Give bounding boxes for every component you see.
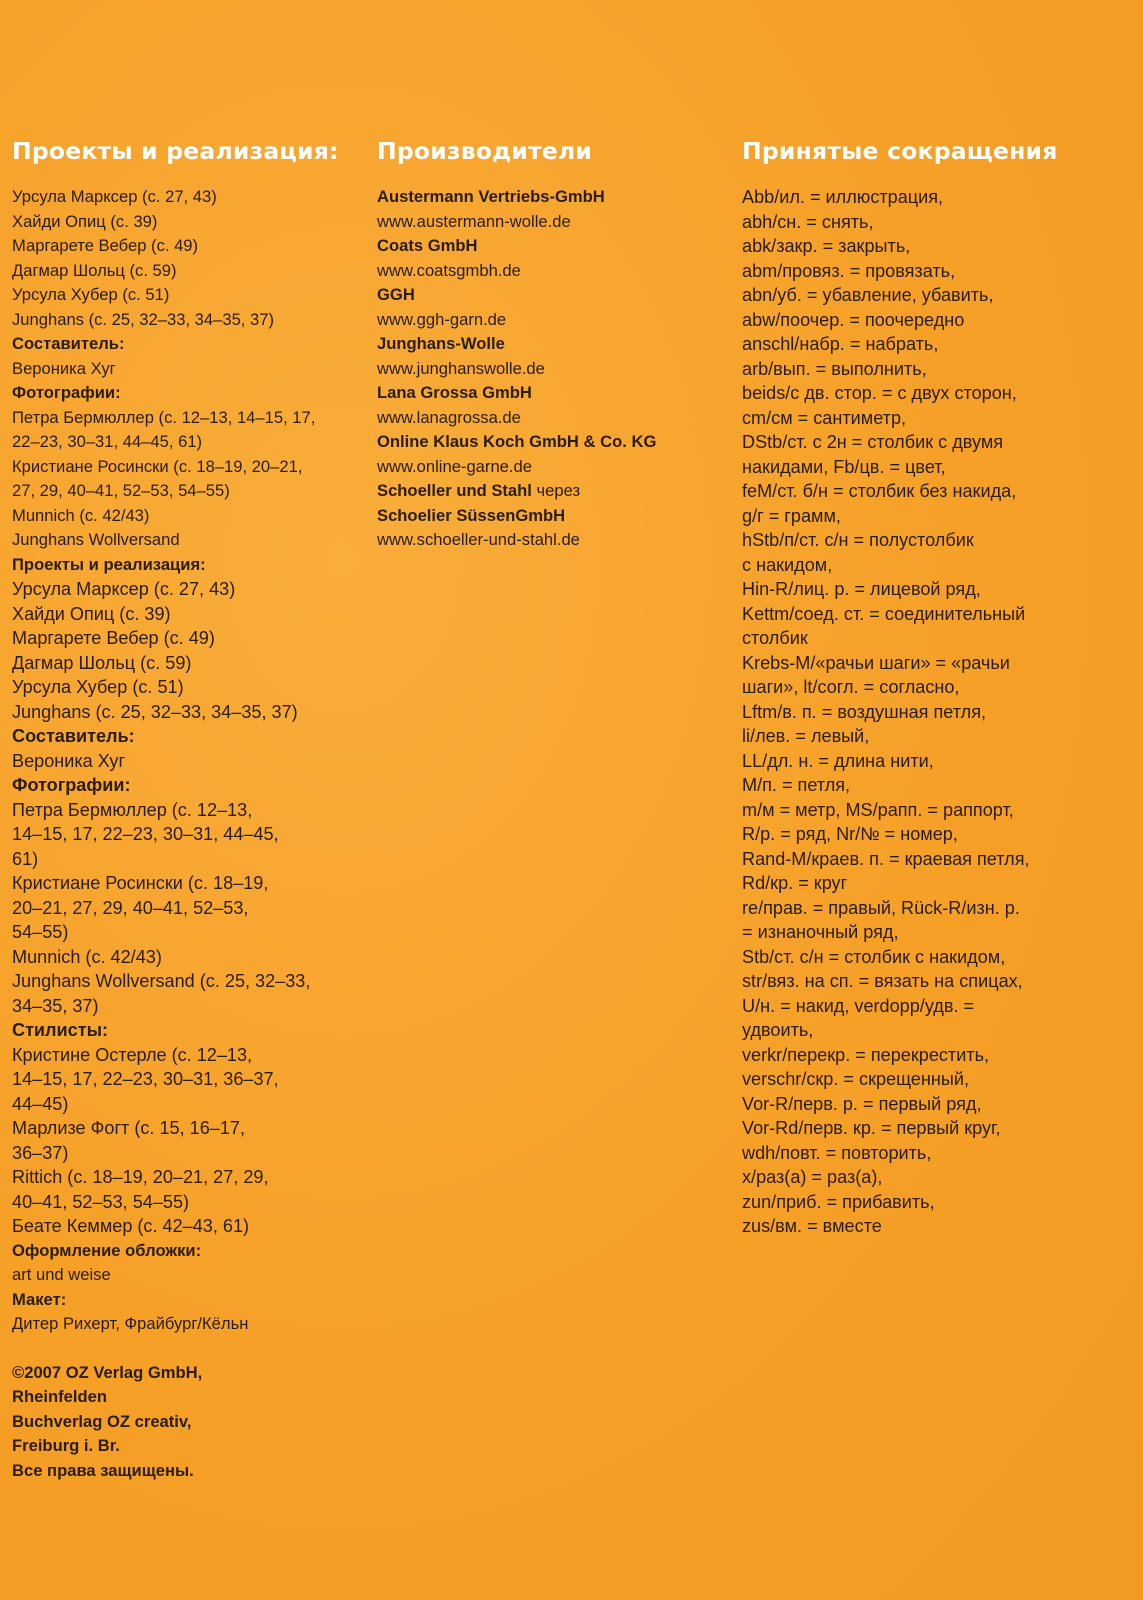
credit-line (12, 626, 362, 651)
credit-line-text: Макет: (12, 1289, 67, 1309)
credit-line (12, 504, 362, 529)
credit-line (12, 259, 362, 284)
credit-line (12, 455, 362, 480)
credit-line-text: Петра Бермюллер (с. 12–13, 14–15, 17, (12, 407, 316, 427)
abbreviation-line: DStb/ст. с 2н = столбик с двумя (742, 432, 1004, 452)
credit-line-text: Junghans Wollversand (12, 530, 180, 549)
credit-line (12, 724, 362, 749)
credit-line-text: 22–23, 30–31, 44–45, 61) (12, 432, 203, 451)
projects-group-3 (12, 1239, 362, 1337)
abbreviation-line: Vor-R/перв. р. = первый ряд, (742, 1093, 982, 1114)
credit-line-text: Урсула Марксер (с. 27, 43) (12, 187, 217, 206)
abbreviations-heading: Принятые сокращения (742, 137, 1058, 165)
abbreviation-line: abk/закр. = закрыть, (742, 236, 911, 256)
abbreviation-line: LL/дл. н. = длина нити, (742, 750, 934, 771)
credit-line (12, 234, 362, 259)
credit-line-text: 44–45) (12, 1093, 69, 1114)
copyright-line: Все права защищены. (12, 1460, 194, 1480)
abbreviation-line: anschl/набр. = набрать, (742, 334, 939, 354)
credit-line (12, 871, 362, 896)
credit-line (12, 1263, 362, 1288)
abbreviation-line: arb/вып. = выполнить, (742, 358, 927, 379)
producer-line (377, 504, 727, 529)
producer-line-text: www.schoeller-und-stahl.de (377, 530, 580, 549)
credit-line (12, 1288, 362, 1313)
credit-line (12, 283, 362, 308)
projects-heading: Проекты и реализация: (12, 137, 339, 165)
abbreviation-line: столбик (742, 628, 808, 648)
producer-line (377, 234, 727, 259)
abbreviation-line: abw/поочер. = поочередно (742, 309, 965, 330)
producer-line-text: Austermann Vertriebs-GmbH (377, 187, 605, 206)
abbreviation-line: str/вяз. на сп. = вязать на спицах, (742, 971, 1023, 991)
producer-line-suffix: через (531, 481, 581, 500)
abbreviation-line: verkr/перекр. = перекрестить, (742, 1044, 990, 1065)
credit-line (12, 1018, 362, 1043)
credit-line-text: Munnich (с. 42/43) (12, 946, 162, 967)
abbreviation-line: beids/с дв. стор. = с двух сторон, (742, 383, 1017, 403)
credit-line (12, 528, 362, 553)
credit-line-text: Урсула Хубер (с. 51) (12, 677, 184, 697)
credit-line-text: Оформление обложки: (12, 1240, 202, 1260)
abbreviation-line: abn/уб. = убавление, убавить, (742, 285, 994, 305)
credit-line (12, 406, 362, 431)
credit-line-text: 40–41, 52–53, 54–55) (12, 1191, 190, 1212)
producers-heading: Производители (377, 137, 593, 165)
credit-line-text: Фотографии: (12, 775, 131, 795)
credit-line-text: Беате Кеммер (с. 42–43, 61) (12, 1216, 250, 1236)
producer-line (377, 308, 727, 333)
credit-line (12, 381, 362, 406)
abbreviation-line: cm/см = сантиметр, (742, 407, 907, 428)
abbreviation-line: abm/провяз. = провязать, (742, 260, 956, 281)
abbreviation-line: zun/приб. = прибавить, (742, 1191, 935, 1212)
credit-line (12, 675, 362, 700)
credit-line-text: 20–21, 27, 29, 40–41, 52–53, (12, 897, 249, 918)
credit-line-text: Марлизе Фогт (с. 15, 16–17, (12, 1118, 246, 1138)
copyright-line: Buchverlag OZ creativ, (12, 1411, 192, 1431)
abbreviation-line: m/м = метр, MS/рапп. = раппорт, (742, 799, 1014, 820)
credit-line (12, 773, 362, 798)
credit-line-text: Кристине Остерле (с. 12–13, (12, 1044, 253, 1065)
credit-line-text: Кристиане Росински (с. 18–19, (12, 873, 269, 893)
credit-line-text: Фотографии: (12, 383, 121, 402)
credit-line-text: Маргарете Вебер (с. 49) (12, 236, 199, 255)
credit-line-text: Munnich (с. 42/43) (12, 505, 150, 525)
credit-line (12, 553, 362, 578)
credit-line (12, 1067, 362, 1092)
abbreviation-line: Kettm/соед. ст. = соединительный (742, 603, 1026, 624)
producer-line-text: GGH (377, 285, 415, 304)
producer-line (377, 185, 727, 210)
abbreviation-line: zus/вм. = вместе (742, 1216, 882, 1236)
producer-line (377, 455, 727, 480)
credit-line (12, 994, 362, 1019)
credit-line (12, 210, 362, 235)
credit-line (12, 896, 362, 921)
abbreviation-line: Rd/кр. = круг (742, 873, 848, 893)
abbreviation-line: накидами, Fb/цв. = цвет, (742, 456, 946, 477)
abbreviation-line: li/лев. = левый, (742, 726, 870, 746)
credit-line (12, 1043, 362, 1068)
credit-line-text: Маргарете Вебер (с. 49) (12, 628, 215, 648)
abbreviation-line: hStb/п/ст. с/н = полустолбик (742, 530, 974, 550)
credit-line-text: 36–37) (12, 1142, 69, 1163)
abbreviation-line: Krebs-M/«рачьи шаги» = «рачьи (742, 652, 1010, 673)
credit-line-text: Проекты и реализация: (12, 554, 206, 574)
abbreviation-line: wdh/повт. = повторить, (742, 1142, 932, 1163)
credit-line (12, 332, 362, 357)
credit-line-text: Вероника Хуг (12, 358, 116, 378)
credit-line (12, 602, 362, 627)
credit-line (12, 185, 362, 210)
credit-line (12, 1239, 362, 1264)
producer-line-text: www.ggh-garn.de (377, 309, 507, 329)
abbreviation-line: g/г = грамм, (742, 505, 841, 526)
credit-line-text: 14–15, 17, 22–23, 30–31, 36–37, (12, 1069, 279, 1089)
credit-line (12, 1165, 362, 1190)
producer-line-text: Schoeller und Stahl (377, 481, 532, 500)
producer-line-text: www.austermann-wolle.de (377, 211, 571, 231)
credit-line-text: 54–55) (12, 922, 69, 942)
abbreviation-line: Rand-M/краев. п. = краевая петля, (742, 848, 1030, 869)
copyright-line: Rheinfelden (12, 1387, 107, 1406)
credit-line-text: Петра Бермюллер (с. 12–13, (12, 799, 253, 820)
producer-line (377, 210, 727, 235)
credit-line (12, 798, 362, 823)
producer-line-text: Junghans-Wolle (377, 334, 505, 353)
producer-line (377, 528, 727, 553)
projects-group-2 (12, 577, 362, 1239)
producers-column (377, 137, 727, 553)
credit-line-text: Junghans (с. 25, 32–33, 34–35, 37) (12, 309, 275, 329)
producer-line (377, 479, 727, 504)
credit-line-text: 61) (12, 848, 39, 869)
abbreviation-line: R/р. = ряд, Nr/№ = номер, (742, 824, 958, 844)
producer-line-text: Schoelier SüssenGmbH (377, 505, 566, 525)
credit-line-text: Стилисты: (12, 1020, 109, 1040)
credit-line (12, 1312, 362, 1337)
producer-line-text: www.coatsgmbh.de (377, 260, 521, 280)
abbreviations-column (742, 137, 1137, 1239)
projects-group-1 (12, 185, 362, 577)
abbreviation-line: abh/сн. = снять, (742, 211, 874, 232)
credit-line (12, 577, 362, 602)
credit-line-text: Junghans Wollversand (с. 25, 32–33, (12, 971, 311, 991)
credit-line (12, 945, 362, 970)
credit-line (12, 700, 362, 725)
copyright-line: ©2007 OZ Verlag GmbH, (12, 1362, 203, 1382)
producer-line-text: www.junghanswolle.de (377, 358, 545, 378)
credit-line-text: art und weise (12, 1265, 111, 1284)
credit-line-text: Дитер Рихерт, Фрайбург/Кёльн (12, 1314, 249, 1333)
abbreviation-line: M/п. = петля, (742, 775, 851, 795)
credit-line (12, 1190, 362, 1215)
producer-line (377, 332, 727, 357)
credit-line-text: 27, 29, 40–41, 52–53, 54–55) (12, 481, 230, 500)
abbreviation-line: U/н. = накид, verdopp/удв. = (742, 995, 975, 1016)
credit-line-text: Составитель: (12, 334, 125, 353)
abbreviation-line: с накидом, (742, 554, 833, 575)
credit-line (12, 357, 362, 382)
producer-line-text: Coats GmbH (377, 236, 478, 255)
producer-line-text: www.lanagrossa.de (377, 407, 521, 427)
abbreviation-line: feM/ст. б/н = столбик без накида, (742, 481, 1017, 501)
credit-line-text: Хайди Опиц (с. 39) (12, 211, 158, 231)
copyright-block (12, 1361, 362, 1484)
copyright-line: Freiburg i. Br. (12, 1436, 120, 1455)
producer-line-text: Lana Grossa GmbH (377, 383, 532, 402)
abbreviation-line: x/раз(а) = раз(а), (742, 1167, 883, 1187)
credit-line (12, 969, 362, 994)
credit-line-text: Rittich (с. 18–19, 20–21, 27, 29, (12, 1167, 269, 1187)
abbreviation-line: Vor-Rd/перв. кр. = первый круг, (742, 1118, 1001, 1138)
producer-line (377, 406, 727, 431)
credit-line (12, 920, 362, 945)
abbreviation-line: verschr/скр. = скрещенный, (742, 1069, 969, 1089)
producer-line (377, 357, 727, 382)
credit-line (12, 1141, 362, 1166)
producer-line (377, 259, 727, 284)
credit-line (12, 749, 362, 774)
credit-line-text: Урсула Хубер (с. 51) (12, 285, 170, 304)
credit-line (12, 847, 362, 872)
abbreviation-line: Abb/ил. = иллюстрация, (742, 187, 944, 207)
abbreviations-list (742, 185, 1137, 1239)
producer-line-text: Online Klaus Koch GmbH & Co. KG (377, 432, 657, 451)
credit-line-text: Junghans (с. 25, 32–33, 34–35, 37) (12, 701, 298, 722)
credit-line (12, 308, 362, 333)
producer-line (377, 430, 727, 455)
credit-line-text: 34–35, 37) (12, 995, 99, 1016)
projects-column (12, 137, 362, 1483)
credit-line-text: 14–15, 17, 22–23, 30–31, 44–45, (12, 824, 279, 844)
producers-list (377, 185, 727, 553)
credit-line (12, 1214, 362, 1239)
credit-line (12, 430, 362, 455)
credit-line (12, 1092, 362, 1117)
spacer (12, 1337, 362, 1361)
credit-line-text: Составитель: (12, 726, 135, 746)
credit-line-text: Вероника Хуг (12, 750, 126, 771)
credit-line-text: Урсула Марксер (с. 27, 43) (12, 579, 236, 599)
abbreviation-line: Stb/ст. с/н = столбик с накидом, (742, 946, 1006, 967)
producer-line-text: www.online-garne.de (377, 456, 532, 476)
abbreviation-line: шаги», lt/согл. = согласно, (742, 677, 960, 697)
credit-line-text: Кристиане Росински (с. 18–19, 20–21, (12, 456, 303, 476)
credit-line (12, 479, 362, 504)
producer-line (377, 381, 727, 406)
credit-line (12, 651, 362, 676)
abbreviation-line: удвоить, (742, 1020, 814, 1040)
credit-line-text: Дагмар Шольц (с. 59) (12, 260, 177, 280)
abbreviation-line: Lftm/в. п. = воздушная петля, (742, 701, 987, 722)
abbreviation-line: Hin-R/лиц. р. = лицевой ряд, (742, 579, 981, 599)
abbreviation-line: = изнаночный ряд, (742, 922, 899, 942)
credit-line-text: Дагмар Шольц (с. 59) (12, 652, 192, 673)
abbreviation-line: re/прав. = правый, Rück-R/изн. р. (742, 897, 1020, 918)
credit-line (12, 822, 362, 847)
credit-line (12, 1116, 362, 1141)
credit-line-text: Хайди Опиц (с. 39) (12, 603, 171, 624)
producer-line (377, 283, 727, 308)
